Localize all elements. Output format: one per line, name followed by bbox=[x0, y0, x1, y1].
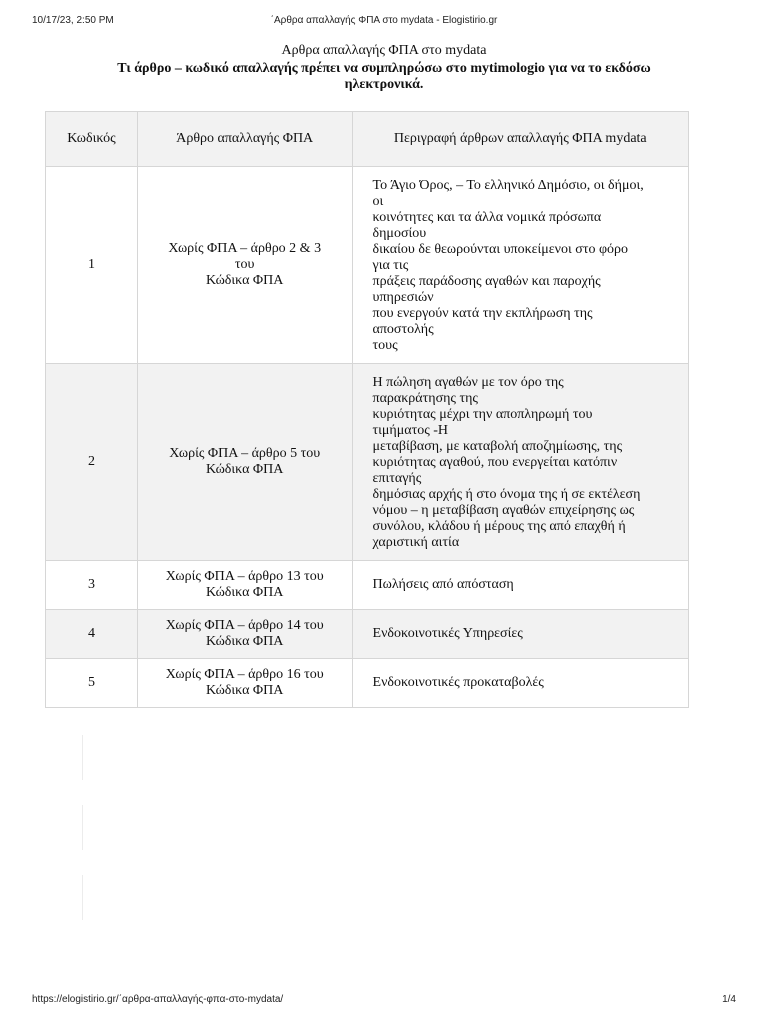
description-line: νόμου – η μεταβίβαση αγαθών επιχείρησης ως bbox=[372, 503, 635, 518]
description-line: χαριστική αιτία bbox=[372, 535, 460, 550]
description-line: οι bbox=[372, 194, 384, 209]
row-article bbox=[137, 364, 352, 561]
description-line: τους bbox=[372, 338, 398, 353]
description-line: Ενδοκοινοτικές προκαταβολές bbox=[372, 675, 544, 690]
article-line: Κώδικα ΦΠΑ bbox=[206, 585, 284, 600]
row-code: 1 bbox=[46, 167, 138, 364]
faint-divider bbox=[82, 735, 83, 780]
document-subtitle-line-1: Τι άρθρο – κωδικό απαλλαγής πρέπει να συμπληρώσω στο mytimologio για να το εκδόσω bbox=[117, 61, 651, 76]
row-description bbox=[352, 659, 688, 708]
description-line: Το Άγιο Όρος, – Το ελληνικό Δημόσιο, οι δήμοι, bbox=[372, 178, 644, 193]
description-line: αποστολής bbox=[372, 322, 434, 337]
row-article bbox=[137, 167, 352, 364]
row-article bbox=[137, 659, 352, 708]
row-description bbox=[352, 364, 688, 561]
description-line: δημοσίου bbox=[372, 226, 427, 241]
faint-divider bbox=[82, 875, 83, 920]
description-line: συνόλου, κλάδου ή μέρους της από επαχθή ή bbox=[372, 519, 626, 534]
description-line: μεταβίβαση, με καταβολή αποζημίωσης, της bbox=[372, 439, 623, 454]
document-subtitle bbox=[60, 61, 708, 93]
header-article: Άρθρο απαλλαγής ΦΠΑ bbox=[137, 112, 352, 167]
table-row bbox=[46, 561, 689, 610]
header-description: Περιγραφή άρθρων απαλλαγής ΦΠΑ mydata bbox=[352, 112, 688, 167]
description-line: Η πώληση αγαθών με τον όρο της bbox=[372, 375, 564, 390]
vat-exemption-table bbox=[45, 111, 689, 708]
description-line: δικαίου δε θεωρούνται υποκείμενοι στο φόρο bbox=[372, 242, 629, 257]
article-line: Χωρίς ΦΠΑ – άρθρο 16 του bbox=[165, 667, 324, 682]
row-description bbox=[352, 167, 688, 364]
table-row bbox=[46, 659, 689, 708]
table-row bbox=[46, 364, 689, 561]
table-row bbox=[46, 167, 689, 364]
description-line: επιταγής bbox=[372, 471, 422, 486]
document-subtitle-line-2: ηλεκτρονικά. bbox=[344, 77, 424, 92]
row-description bbox=[352, 561, 688, 610]
article-line: Χωρίς ΦΠΑ – άρθρο 5 του bbox=[169, 446, 321, 461]
article-line: Κώδικα ΦΠΑ bbox=[206, 273, 284, 288]
row-article bbox=[137, 610, 352, 659]
description-line: παρακράτησης της bbox=[372, 391, 478, 406]
print-header bbox=[32, 15, 736, 29]
print-footer bbox=[32, 994, 736, 1008]
description-line: κοινότητες και τα άλλα νομικά πρόσωπα bbox=[372, 210, 602, 225]
description-line: για τις bbox=[372, 258, 409, 273]
header-code: Κωδικός bbox=[46, 112, 138, 167]
description-line: Ενδοκοινοτικές Υπηρεσίες bbox=[372, 626, 523, 641]
description-line: υπηρεσιών bbox=[372, 290, 434, 305]
print-page-title: ΄Αρθρα απαλλαγής ΦΠΑ στο mydata - Elogistirio.gr bbox=[270, 15, 498, 26]
description-line: κυριότητας μέχρι την αποπληρωμή του bbox=[372, 407, 593, 422]
description-line: που ενεργούν κατά την εκπλήρωση της bbox=[372, 306, 593, 321]
article-line: Χωρίς ΦΠΑ – άρθρο 13 του bbox=[165, 569, 324, 584]
row-article bbox=[137, 561, 352, 610]
article-line: Κώδικα ΦΠΑ bbox=[206, 462, 284, 477]
table-header-row bbox=[46, 112, 689, 167]
print-url: https://elogistirio.gr/΄αρθρα-απαλλαγής-φπα-στο-mydata/ bbox=[32, 994, 284, 1005]
print-page-number: 1/4 bbox=[722, 994, 736, 1005]
table-row bbox=[46, 610, 689, 659]
article-line: του bbox=[234, 257, 255, 272]
description-line: κυριότητας αγαθού, που ενεργείται κατόπιν bbox=[372, 455, 618, 470]
description-line: τιμήματος -Η bbox=[372, 423, 449, 438]
row-description bbox=[352, 610, 688, 659]
description-line: πράξεις παράδοσης αγαθών και παροχής bbox=[372, 274, 601, 289]
article-line: Κώδικα ΦΠΑ bbox=[206, 683, 284, 698]
article-line: Χωρίς ΦΠΑ – άρθρο 2 & 3 bbox=[168, 241, 322, 256]
print-datetime: 10/17/23, 2:50 PM bbox=[32, 15, 114, 26]
article-line: Χωρίς ΦΠΑ – άρθρο 14 του bbox=[165, 618, 324, 633]
description-line: δημόσιας αρχής ή στο όνομα της ή σε εκτέλεση bbox=[372, 487, 641, 502]
faint-divider bbox=[82, 805, 83, 850]
row-code: 3 bbox=[46, 561, 138, 610]
row-code: 5 bbox=[46, 659, 138, 708]
row-code: 2 bbox=[46, 364, 138, 561]
row-code: 4 bbox=[46, 610, 138, 659]
document-title: Αρθρα απαλλαγής ΦΠΑ στο mydata bbox=[281, 43, 487, 58]
article-line: Κώδικα ΦΠΑ bbox=[206, 634, 284, 649]
description-line: Πωλήσεις από απόσταση bbox=[372, 577, 514, 592]
